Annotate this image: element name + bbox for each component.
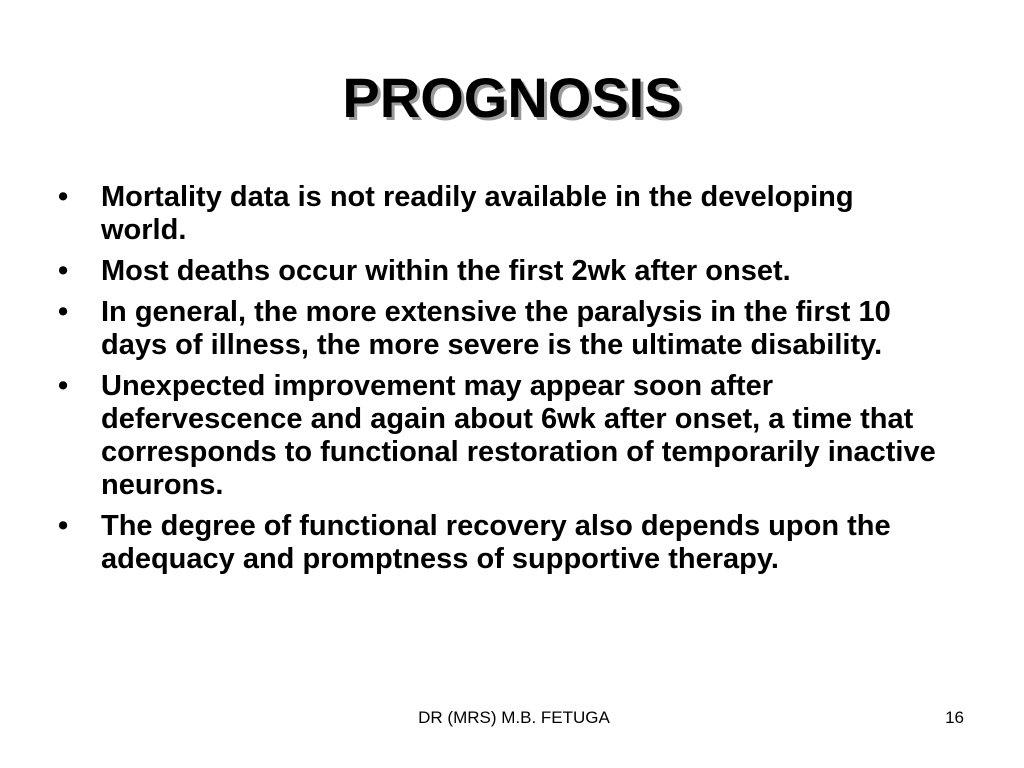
bullet-item (58, 181, 938, 247)
bullet-text: Mortality data is not readily available in the developing world. (101, 181, 854, 246)
page-number: 16 (945, 708, 964, 727)
bullet-item (58, 296, 938, 362)
bullet-marker: • (58, 510, 69, 542)
bullet-text: Unexpected improvement may appear soon after defervescence and again about 6wk after onset, a time that corresponds to functional restoration of temporarily inactive neurons. (101, 370, 936, 501)
bullet-text: The degree of functional recovery also depends upon the adequacy and promptness of supportive therapy. (101, 510, 891, 575)
footer-author: DR (MRS) M.B. FETUGA (418, 708, 610, 727)
bullet-text: In general, the more extensive the paralysis in the first 10 days of illness, the more severe is the ultimate disability. (101, 296, 891, 361)
bullet-marker: • (58, 296, 69, 328)
bullet-marker: • (58, 255, 69, 287)
bullet-marker: • (58, 370, 69, 402)
bullet-marker: • (58, 181, 69, 213)
bullet-text: Most deaths occur within the first 2wk after onset. (101, 255, 791, 287)
slide-title: PROGNOSIS (342, 66, 682, 129)
bullet-list (58, 181, 938, 584)
bullet-item (58, 510, 938, 576)
bullet-item (58, 255, 938, 288)
bullet-item (58, 370, 938, 502)
